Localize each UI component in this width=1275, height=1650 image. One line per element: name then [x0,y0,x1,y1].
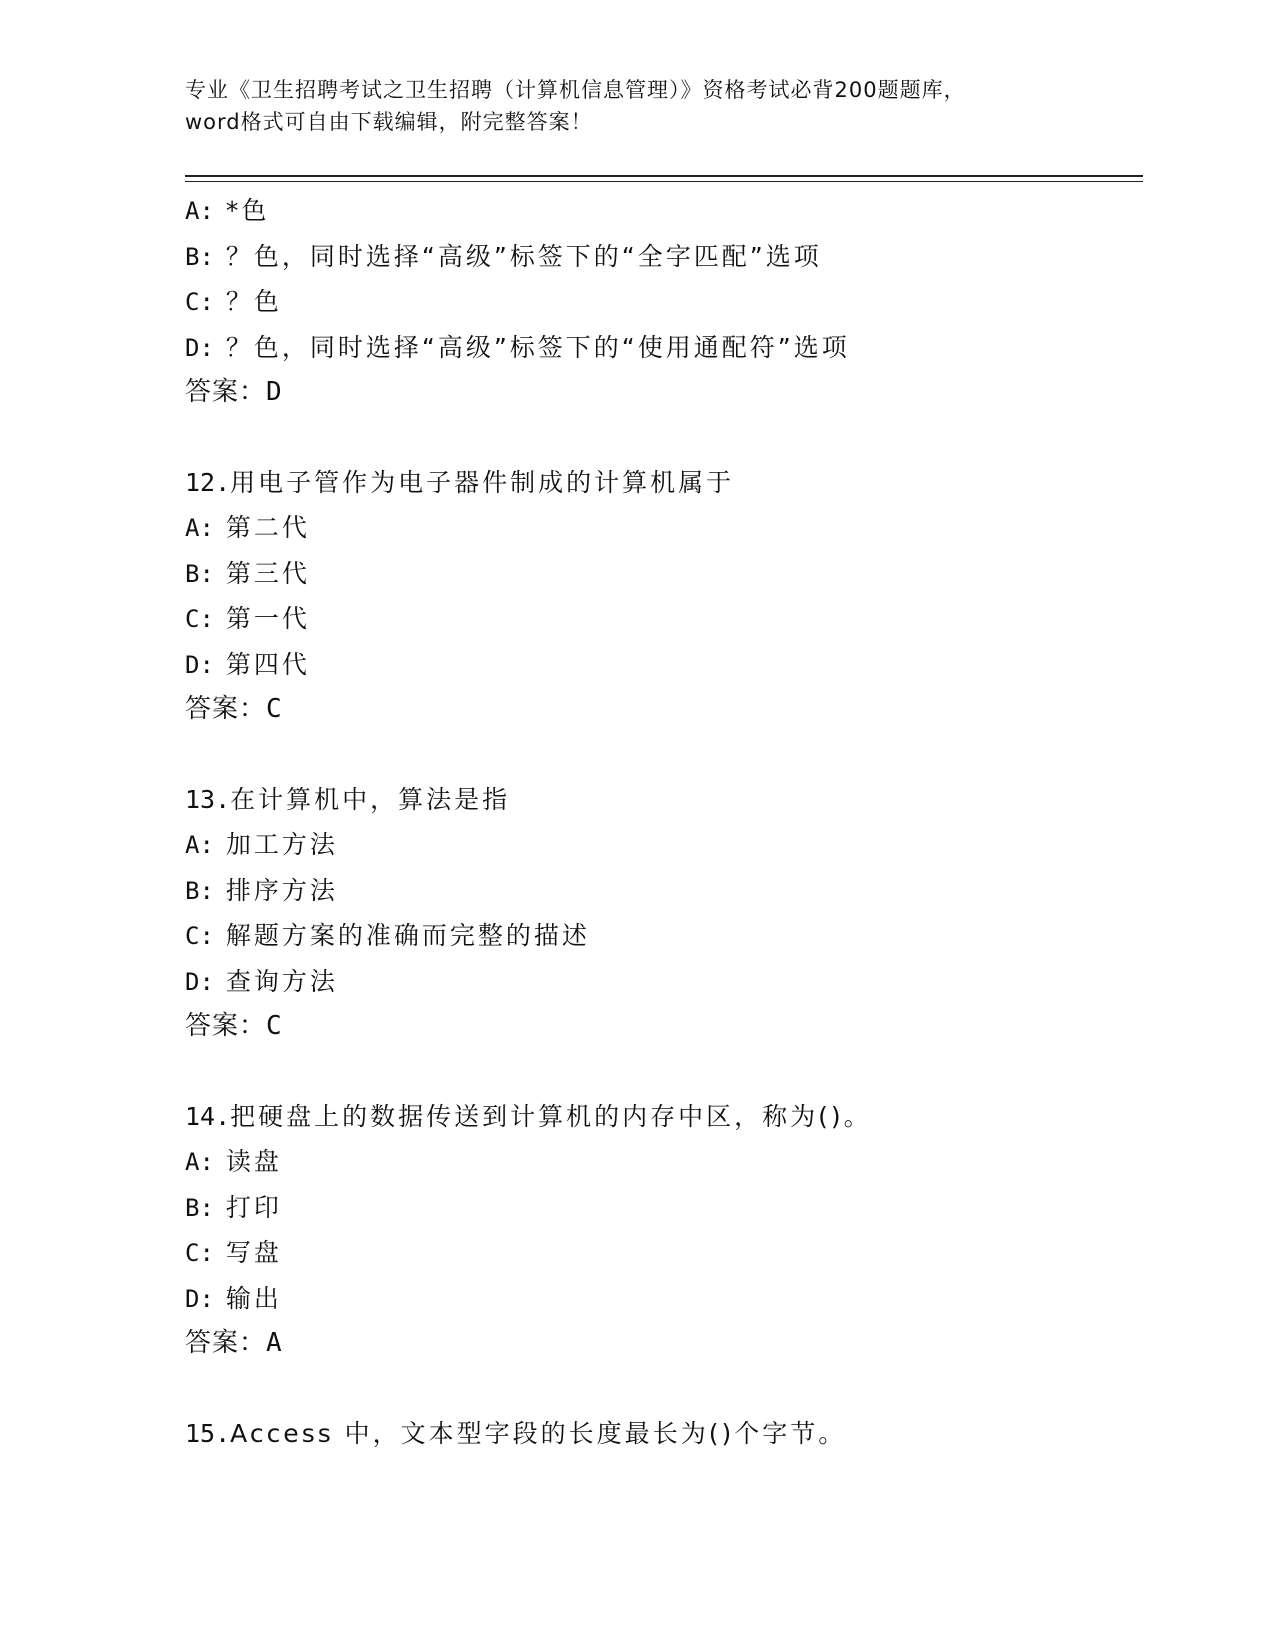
question-text: Access 中，文本型字段的长度最长为()个字节。 [230,1418,847,1448]
header-title-line-1: 专业《卫生招聘考试之卫生招聘（计算机信息管理）》资格考试必背200题题库， [185,78,966,102]
option-label: B: [185,559,214,588]
document-header [185,74,1085,138]
question-number: 15. [185,1418,231,1448]
option-a [185,1139,1143,1185]
question-11 [185,188,1143,416]
option-b [185,551,1143,597]
question-13 [185,777,1143,1050]
question-text: 用电子管作为电子器件制成的计算机属于 [230,467,735,497]
option-text: 第四代 [225,649,310,679]
option-label: C: [185,605,214,633]
option-c [185,596,1143,642]
option-d [185,959,1143,1005]
option-text: 写盘 [225,1238,282,1267]
question-list [185,188,1143,1456]
option-label: A: [185,197,214,225]
option-b [185,234,1143,280]
question-spacer [185,733,1143,777]
option-a [185,505,1143,551]
answer-label: 答案： [185,694,267,724]
question-stem [185,1094,1143,1140]
question-stem [185,460,1143,506]
header-title-line-2: word格式可自由下载编辑，附完整答案！ [185,110,593,134]
question-15 [185,1411,1143,1457]
question-14 [185,1094,1143,1367]
option-d [185,642,1143,688]
option-a [185,188,1143,234]
header-divider-thick [185,175,1143,177]
option-text: 第二代 [225,513,310,542]
answer-label: 答案： [185,1011,267,1041]
option-label: A: [185,514,214,542]
option-label: A: [185,831,214,859]
option-text: *色 [225,196,270,225]
option-text: 读盘 [225,1147,282,1176]
option-label: B: [185,242,214,271]
option-text: ？色 [225,287,282,316]
option-label: D: [185,333,214,362]
question-number: 14. [185,1101,231,1131]
answer-value: D [266,377,283,407]
header-divider-thin [185,181,1143,182]
answer-value: A [266,1328,283,1358]
option-text: 排序方法 [225,875,338,905]
option-d [185,325,1143,371]
question-text: 在计算机中，算法是指 [230,784,511,814]
question-spacer [185,1050,1143,1094]
option-label: B: [185,1193,214,1222]
option-c [185,913,1143,959]
option-label: D: [185,967,214,996]
option-b [185,1185,1143,1231]
question-spacer [185,1367,1143,1411]
option-label: A: [185,1148,214,1176]
option-label: D: [185,650,214,679]
question-spacer [185,416,1143,460]
option-c [185,279,1143,325]
option-label: C: [185,288,214,316]
option-text: ？色，同时选择“高级”标签下的“全字匹配”选项 [225,241,822,271]
option-c [185,1230,1143,1276]
option-label: B: [185,876,214,905]
answer-line [185,687,1143,733]
question-12 [185,460,1143,733]
option-d [185,1276,1143,1322]
answer-value: C [266,694,283,724]
option-text: 加工方法 [225,830,338,859]
option-a [185,822,1143,868]
answer-line [185,1321,1143,1367]
question-stem [185,1411,1143,1457]
answer-line [185,1004,1143,1050]
option-label: C: [185,1239,214,1267]
answer-line [185,370,1143,416]
question-number: 12. [185,467,231,497]
option-b [185,868,1143,914]
option-text: 第三代 [225,558,310,588]
option-label: C: [185,922,214,950]
option-text: 第一代 [225,604,310,633]
answer-label: 答案： [185,377,267,407]
option-text: 输出 [225,1283,282,1313]
question-number: 13. [185,784,231,814]
question-stem [185,777,1143,823]
answer-label: 答案： [185,1328,267,1358]
option-text: ？色，同时选择“高级”标签下的“使用通配符”选项 [225,332,850,362]
answer-value: C [266,1011,283,1041]
option-text: 解题方案的准确而完整的描述 [225,921,590,950]
option-label: D: [185,1284,214,1313]
question-text: 把硬盘上的数据传送到计算机的内存中区，称为()。 [230,1101,872,1131]
option-text: 打印 [225,1192,282,1222]
option-text: 查询方法 [225,966,338,996]
